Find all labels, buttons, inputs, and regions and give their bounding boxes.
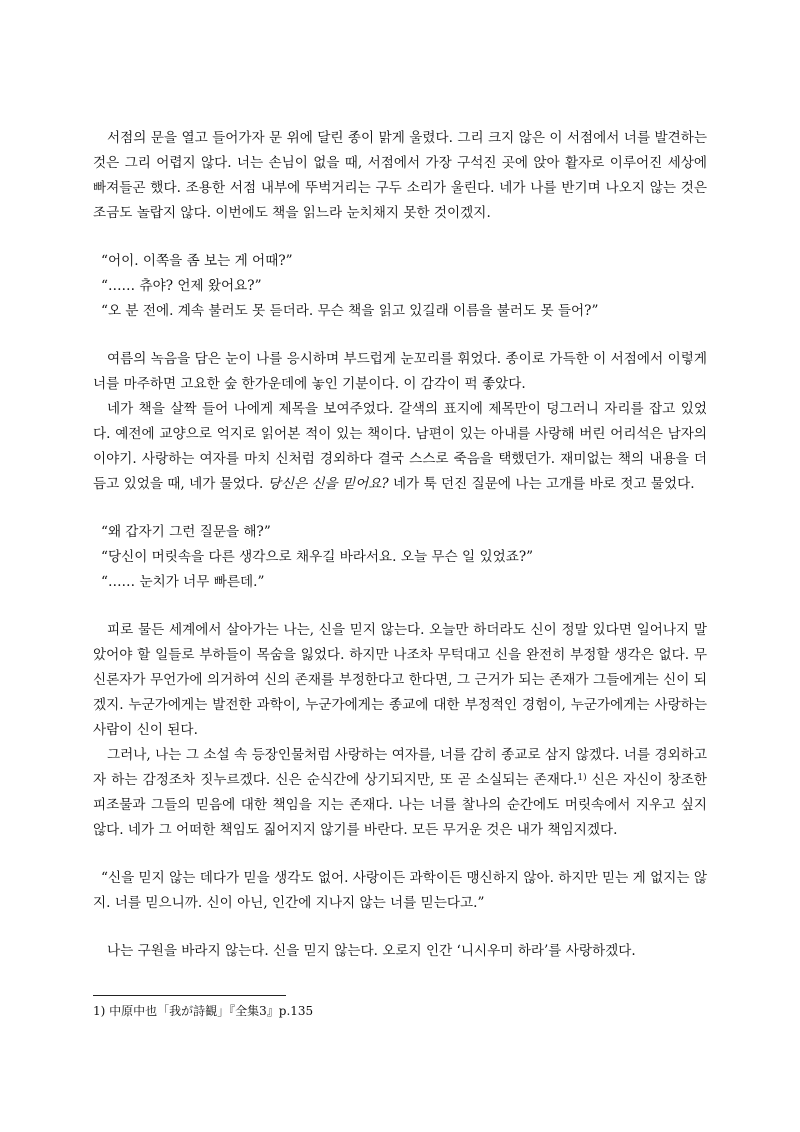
paragraph-text: 신은 자신이 창조한 피조물과 그들의 믿음에 대한 책임을 지는 존재다. 나는 너를 찰나의 순간에도 머릿속에서 지우고 싶지 않다. 네가 그 어떠한 책임도 짊어지지 않기를 바란다. 모든 무거운 것은 내가 책임지겠다. [93, 772, 707, 838]
footnote-reference: 1) [577, 773, 587, 783]
paragraph-bookstore-entrance: 서점의 문을 열고 들어가자 문 위에 달린 종이 맑게 울렸다. 그리 크지 않은 이 서점에서 너를 발견하는 것은 그리 어렵지 않다. 너는 손님이 없을 때, 서점에서 가장 구석진 곳에 앉아 활자로 이루어진 세상에 빠져들곤 했다. 조용한 서점 내부에 뚜벅거리는 구두 소리가 울린다. 네가 나를 반기며 나오지 않는 것은 조금도 놀랍지 않다. 이번에도 책을 읽느라 눈치채지 못한 것이겠지. [93, 130, 707, 221]
footnote-divider [93, 995, 286, 996]
paragraph-world-of-blood: 피로 물든 세계에서 살아가는 나는, 신을 믿지 않는다. 오늘만 하더라도 신이 정말 있다면 일어나지 말았어야 할 일들로 부하들이 목숨을 잃었다. 하지만 나조차 무턱대고 신을 완전히 부정할 생각은 없다. 무신론자가 무언가에 의거하여 신의 존재를 부정한다고 한다면, 그 근거가 되는 존재가 그들에게는 신이 되겠지. 누군가에게는 발전한 과학이, 누군가에게는 종교에 대한 부정적인 경험이, 누군가에게는 사랑하는 사람이 신이 된다. [93, 622, 707, 738]
dialogue-line: “당신이 머릿속을 다른 생각으로 채우길 바라서요. 오늘 무슨 일 있었죠?” [101, 549, 534, 565]
paragraph-text: 네가 툭 던진 질문에 나는 고개를 바로 젓고 물었다. [388, 476, 695, 492]
dialogue-line: “신을 믿지 않는 데다가 믿을 생각도 없어. 사랑이든 과학이든 맹신하지 않아. 하지만 믿는 게 없지는 않지. 너를 믿으니까. 신이 아닌, 인간에 지나지 않는 너를 믿는다고.” [93, 870, 707, 911]
italic-question: 당신은 신을 믿어요? [267, 476, 389, 492]
footnote: 1) 中原中也「我が詩観」『全集3』p.135 [93, 1004, 314, 1018]
dialogue-line: “오 분 전에. 계속 불러도 못 듣더라. 무슨 책을 읽고 있길래 이름을 불러도 못 들어?” [101, 303, 599, 319]
paragraph-text: 네가 책을 살짝 들어 나에게 제목을 보여주었다. 갈색의 표지에 제목만이 덩그러니 자리를 잡고 있었다. 예전에 교양으로 억지로 읽어본 적이 있는 책이다. 남편이 있는 아내를 사랑해 버린 어리석은 남자의 이야기. 사랑하는 여자를 마치 신처럼 경외하다 결국 스스로 죽음을 택했던가. 재미없는 책의 내용을 더듬고 있었을 때, 네가 물었다. [93, 401, 707, 492]
dialogue-line: “어이. 이쪽을 좀 보는 게 어때?” [101, 253, 293, 269]
paragraph-book-title [93, 397, 707, 497]
document-body [93, 126, 707, 964]
paragraph-conclusion: 나는 구원을 바라지 않는다. 신을 믿지 않는다. 오로지 인간 ‘니시우미 하라’를 사랑하겠다. [107, 943, 636, 959]
dialogue-line: “…… 츄야? 언제 왔어요?” [101, 278, 262, 294]
paragraph-not-religion [93, 743, 707, 843]
dialogue-line: “왜 갑자기 그런 질문을 해?” [101, 524, 271, 540]
paragraph-summer-eyes: 여름의 녹음을 담은 눈이 나를 응시하며 부드럽게 눈꼬리를 휘었다. 종이로 가득한 이 서점에서 이렇게 너를 마주하면 고요한 숲 한가운데에 놓인 기분이다. 이 감각이 퍽 좋았다. [93, 351, 707, 392]
paragraph-text: 그러나, 나는 그 소설 속 등장인물처럼 사랑하는 여자를, 너를 감히 종교로 삼지 않겠다. 너를 경외하고자 하는 감정조차 짓누르겠다. 신은 순식간에 상기되지만, 또 곧 소실되는 존재다. [93, 747, 707, 788]
dialogue-line: “…… 눈치가 너무 빠른데.” [101, 574, 265, 590]
